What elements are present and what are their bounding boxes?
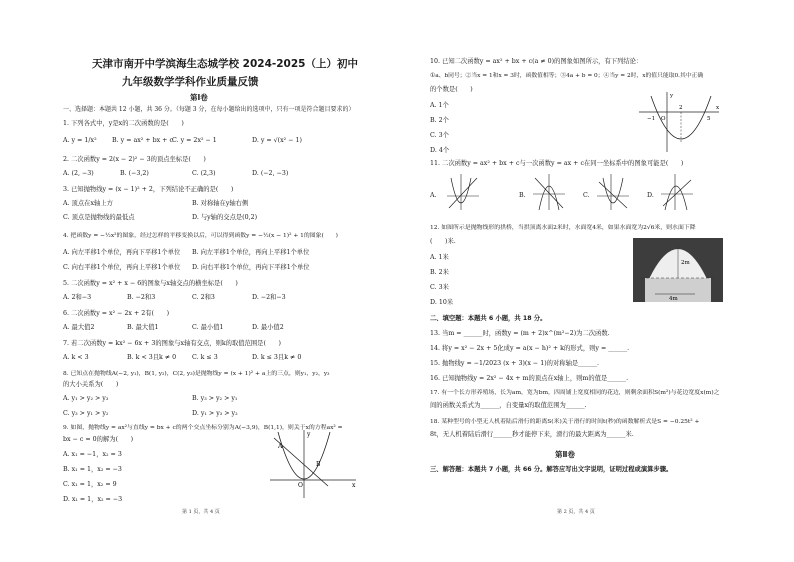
question-10: 10. 已知二次函数y = ax² + bx + c(a ≠ 0)的图象如图所示，有下列结论： bbox=[430, 58, 643, 65]
q11-graph-b bbox=[531, 172, 567, 212]
question-6: 6. 二次函数y = x² − 2x + 2有( ) bbox=[63, 310, 170, 317]
q1-option-b: B. y = ax² + bx + c bbox=[112, 137, 173, 144]
q9-option-a: A. x₁ = −1，x₂ = 3 bbox=[63, 451, 122, 458]
q6-option-b: B. 最大值1 bbox=[127, 324, 159, 331]
q11-graph-c bbox=[595, 172, 631, 212]
q2-option-b: B. (−3,2) bbox=[120, 170, 149, 177]
section-two-heading: 二、填空题：本题共 6 小题，共 18 分。 bbox=[430, 315, 547, 322]
q9-option-b: B. x₁ = 1，x₂ = −3 bbox=[63, 466, 122, 473]
fig12-height-label: 2m bbox=[681, 260, 690, 266]
q10-option-d: D. 4个 bbox=[430, 147, 450, 154]
question-1: 1. 下列各式中，y是x的二次函数的是( ) bbox=[63, 120, 184, 127]
question-18: 18. 某种型号的小型无人机着陆后滑行的距离S(米)关于滑行的时间t(秒)的函数解析式是S = −0.25t² + bbox=[430, 419, 700, 425]
question-12-cont: ( )米. bbox=[430, 238, 456, 245]
q11-option-d: D. bbox=[647, 192, 654, 199]
question-16: 16. 已知抛物线y = 2x² − 4x + m的顶点在x轴上，则m的值是______. bbox=[430, 375, 629, 382]
q3-option-c: C. 顶点是抛物线的最低点 bbox=[63, 214, 135, 221]
q1-option-d: D. y = √(x² − 1) bbox=[252, 137, 302, 144]
question-5: 5. 二次函数y = x² + x − 6的图象与x轴交点的横坐标是( ) bbox=[63, 280, 238, 287]
question-11: 11. 二次函数y = ax² + bx + c与一次函数y = ax + c在同一坐标系中的图象可能是( ) bbox=[430, 160, 684, 167]
q2-option-c: C. (2,3) bbox=[192, 170, 216, 177]
fig10-label-neg1: −1 bbox=[647, 116, 656, 122]
question-14: 14. 将y = x² − 2x + 5化成y = a(x − h)² + k的形式，则y = ______. bbox=[430, 345, 630, 352]
q12-option-c: C. 3米 bbox=[430, 284, 449, 291]
q12-option-a: A. 1米 bbox=[430, 254, 449, 261]
q9-figure bbox=[268, 428, 358, 500]
q4-option-a: A. 向左平移1个单位，再向下平移1个单位 bbox=[63, 249, 181, 256]
q12-option-b: B. 2米 bbox=[430, 269, 449, 276]
q8-option-d: D. y₁ > y₃ > y₂ bbox=[192, 410, 238, 417]
q9-option-c: C. x₁ = 1，x₂ = 9 bbox=[63, 481, 117, 488]
q7-option-c: C. k ≤ 3 bbox=[192, 354, 218, 361]
fig9-label-o: O bbox=[298, 482, 303, 489]
q9-option-d: D. x₁ = 1，x₂ = −3 bbox=[63, 496, 123, 503]
q3-option-d: D. 与y轴的交点是(0,2) bbox=[192, 214, 258, 221]
q11-option-b: B. bbox=[519, 192, 526, 199]
q5-option-c: C. 2和3 bbox=[192, 294, 215, 301]
question-8-cont: 的大小关系为( ) bbox=[63, 381, 119, 388]
question-17-cont: 间的函数关系式为______，自变量x的取值范围为______. bbox=[430, 402, 587, 409]
question-9-cont: bx − c = 0的解为( ) bbox=[63, 436, 134, 443]
q10-figure bbox=[637, 90, 722, 155]
fig9-label-y: y bbox=[307, 431, 311, 438]
q10-option-b: B. 2个 bbox=[430, 117, 449, 124]
q12-option-d: D. 10米 bbox=[430, 299, 454, 306]
question-8: 8. 已知点在抛物线A(−2, y₁)，B(1, y₂)，C(2, y₃)是抛物线y = (x + 1)² + a上的三点，则y₁，y₂，y₃ bbox=[63, 371, 330, 377]
question-10-cont2: 的个数是( ) bbox=[430, 86, 473, 93]
q5-option-d: D. −2和−3 bbox=[252, 294, 286, 301]
q7-option-a: A. k < 3 bbox=[63, 354, 89, 361]
fig10-label-x: x bbox=[716, 105, 720, 111]
q8-option-b: B. y₃ > y₂ > y₁ bbox=[192, 395, 238, 402]
q4-option-d: D. 向右平移1个单位，再向下平移1个单位 bbox=[192, 264, 310, 271]
fig9-label-b: B bbox=[316, 461, 321, 468]
q5-option-a: A. 2和−3 bbox=[63, 294, 92, 301]
question-10-cont: ①a、b同号；②当x = 1和x = 3时，函数值相等；③4a + b = 0；④当y = 2时，x的值只能取0.其中正确 bbox=[430, 73, 704, 79]
q1-option-a: A. y = 1/x² bbox=[63, 137, 97, 144]
fig10-label-o: O bbox=[661, 116, 666, 122]
fig10-label-2: 2 bbox=[679, 105, 683, 111]
fig10-label-5: 5 bbox=[707, 116, 711, 122]
q6-option-a: A. 最大值2 bbox=[63, 324, 95, 331]
exam-subtitle: 九年级数学学科作业质量反馈 bbox=[122, 76, 259, 88]
q4-option-b: B. 向左平移1个单位，再向上平移1个单位 bbox=[192, 249, 310, 256]
fig12-width-label: 4m bbox=[669, 296, 678, 302]
q8-option-a: A. y₁ > y₂ > y₃ bbox=[63, 395, 109, 402]
q2-option-d: D. (−2, −3) bbox=[252, 170, 289, 177]
q11-option-c: C. bbox=[583, 192, 590, 199]
q3-option-b: B. 对称轴在y轴右侧 bbox=[192, 200, 249, 207]
question-7: 7. 若二次函数y = kx² − 6x + 3的图象与x轴有交点，则k的取值范围是( ) bbox=[63, 340, 281, 347]
q11-graph-a bbox=[445, 172, 481, 212]
q12-bridge-figure bbox=[633, 238, 723, 302]
right-page bbox=[397, 0, 794, 562]
question-18-cont: 8t，无人机着陆后滑行______秒才能停下来，滑行的最大距离为______米. bbox=[430, 431, 634, 438]
section-three-heading: 三、解答题：本题共 7 小题，共 66 分。解答应写出文字说明，证明过程或演算步骤。 bbox=[430, 466, 673, 473]
q4-option-c: C. 向右平移1个单位，再向上平移1个单位 bbox=[63, 264, 181, 271]
q8-option-c: C. y₃ > y₁ > y₂ bbox=[63, 410, 109, 417]
fig9-label-a: A bbox=[278, 443, 283, 450]
exam-title: 天津市南开中学滨海生态城学校 2024-2025（上）初中 bbox=[92, 58, 358, 70]
q11-option-a: A. bbox=[430, 192, 437, 199]
question-3: 3. 已知抛物线y = (x − 1)² + 2，下列结论不正确的是( ) bbox=[63, 186, 234, 193]
q7-option-d: D. k ≤ 3且k ≠ 0 bbox=[252, 354, 302, 361]
left-footer: 第 1 页，共 4 页 bbox=[182, 509, 220, 515]
q6-option-d: D. 最小值2 bbox=[252, 324, 284, 331]
section-one-heading: 一、选择题：本题共 12 小题，共 36 分。（每题 3 分，在每小题给出的选项中，只有一项是符合题目要求的） bbox=[63, 106, 355, 113]
right-footer: 第 2 页，共 4 页 bbox=[557, 509, 595, 515]
q5-option-b: B. −2和3 bbox=[127, 294, 156, 301]
question-9: 9. 如图，抛物线y = ax²与直线y = bx + c的两个交点坐标分别为A(−3,9)，B(1,1)，则关于x的方程ax² = bbox=[63, 425, 343, 431]
q11-graph-d bbox=[659, 172, 695, 212]
q10-option-c: C. 3个 bbox=[430, 132, 449, 139]
fig10-label-y: y bbox=[670, 93, 674, 99]
q3-option-a: A. 顶点在x轴上方 bbox=[63, 200, 113, 207]
q2-option-a: A. (2, −3) bbox=[63, 170, 94, 177]
part-one-heading: 第Ⅰ卷 bbox=[190, 93, 208, 102]
question-12: 12. 如图所示是抛物线形的拱桥，当拱顶离水面2米时，水面宽4米，如果水面宽为2√6米，则水面下降 bbox=[430, 225, 696, 231]
question-17: 17. 有一个长方形养殖场，长为am，宽为bm，四周铺上宽度相同的花边，则剩余面积S(m²)与花边宽度x(m)之 bbox=[430, 390, 720, 396]
question-15: 15. 抛物线y = −1/2023 (x + 3)(x − 1)的对称轴是______. bbox=[430, 360, 600, 367]
q10-option-a: A. 1个 bbox=[430, 102, 449, 109]
q6-option-c: C. 最小值1 bbox=[192, 324, 224, 331]
part-two-heading: 第Ⅱ卷 bbox=[555, 450, 575, 459]
question-13: 13. 当m = ______时，函数y = (m + 2)x^(m²−2)为二次函数. bbox=[430, 330, 610, 337]
q1-option-c: C. y = 2x² − 1 bbox=[172, 137, 217, 144]
question-4: 4. 把函数y = −½x²的图象，经过怎样的平移变换以后，可以得到函数y = −½(x − 1)² + 1的图象( ) bbox=[63, 233, 338, 239]
fig9-label-x: x bbox=[352, 482, 356, 489]
q7-option-b: B. k < 3且k ≠ 0 bbox=[127, 354, 177, 361]
question-2: 2. 二次函数y = 2(x − 2)² − 3的顶点坐标是( ) bbox=[63, 156, 206, 163]
